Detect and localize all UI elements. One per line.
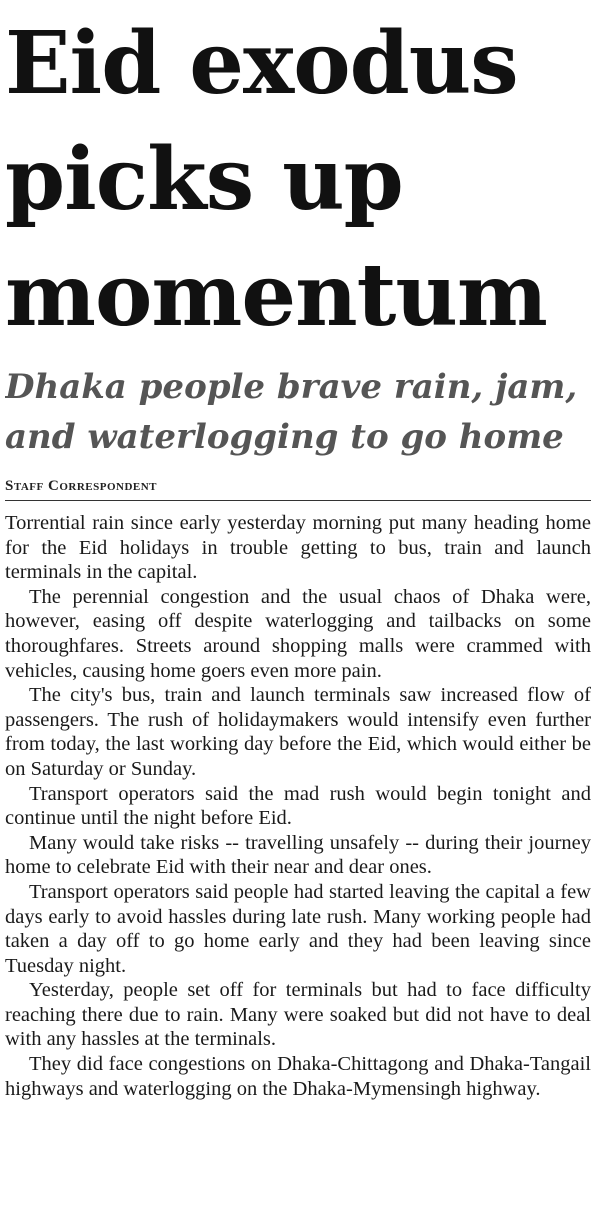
paragraph: They did face congestions on Dhaka-Chittagong and Dhaka-Tangail highways and waterlogging on the Dhaka-Mymensingh highway. <box>5 1053 591 1100</box>
paragraph: Yesterday, people set off for terminals but had to face difficulty reaching there due to rain. Many were soaked but did not have to deal with any hassles at the terminals. <box>5 979 591 1051</box>
paragraph: Transport operators said the mad rush would begin tonight and continue until the night before Eid. <box>5 782 591 830</box>
subheadline-line: and waterlogging to go home <box>5 417 564 457</box>
byline: Staff Correspondent <box>5 478 158 494</box>
paragraph: The perennial congestion and the usual chaos of Dhaka were, however, easing off despite waterlogging and tailbacks on some thoroughfares. Streets around shopping malls were crammed with vehicles, causing home goers even more pain. <box>5 585 591 682</box>
byline-divider <box>5 500 591 501</box>
paragraph: The city's bus, train and launch terminals saw increased flow of passengers. The rush of holidaymakers would intensify even further from today, the last working day before the Eid, which would either be on Saturday or Sunday. <box>5 684 591 780</box>
headline-line: Eid exodus <box>5 13 518 114</box>
paragraph: Transport operators said people had started leaving the capital a few days early to avoid hassles during late rush. Many working people had taken a day off to go home early and they had been leaving since Tuesday night. <box>5 880 591 977</box>
paragraph: Many would take risks -- travelling unsafely -- during their journey home to celebrate Eid with their near and dear ones. <box>5 831 591 879</box>
paragraph: Torrential rain since early yesterday morning put many heading home for the Eid holidays in trouble getting to bus, train and launch terminals in the capital. <box>5 512 591 584</box>
news-article <box>5 0 591 1230</box>
headline-line: picks up <box>5 129 403 230</box>
subheadline-line: Dhaka people brave rain, jam, <box>5 367 578 407</box>
headline <box>5 0 591 354</box>
article-body <box>5 511 591 1101</box>
subheadline <box>5 362 591 462</box>
headline-line: momentum <box>5 245 547 346</box>
